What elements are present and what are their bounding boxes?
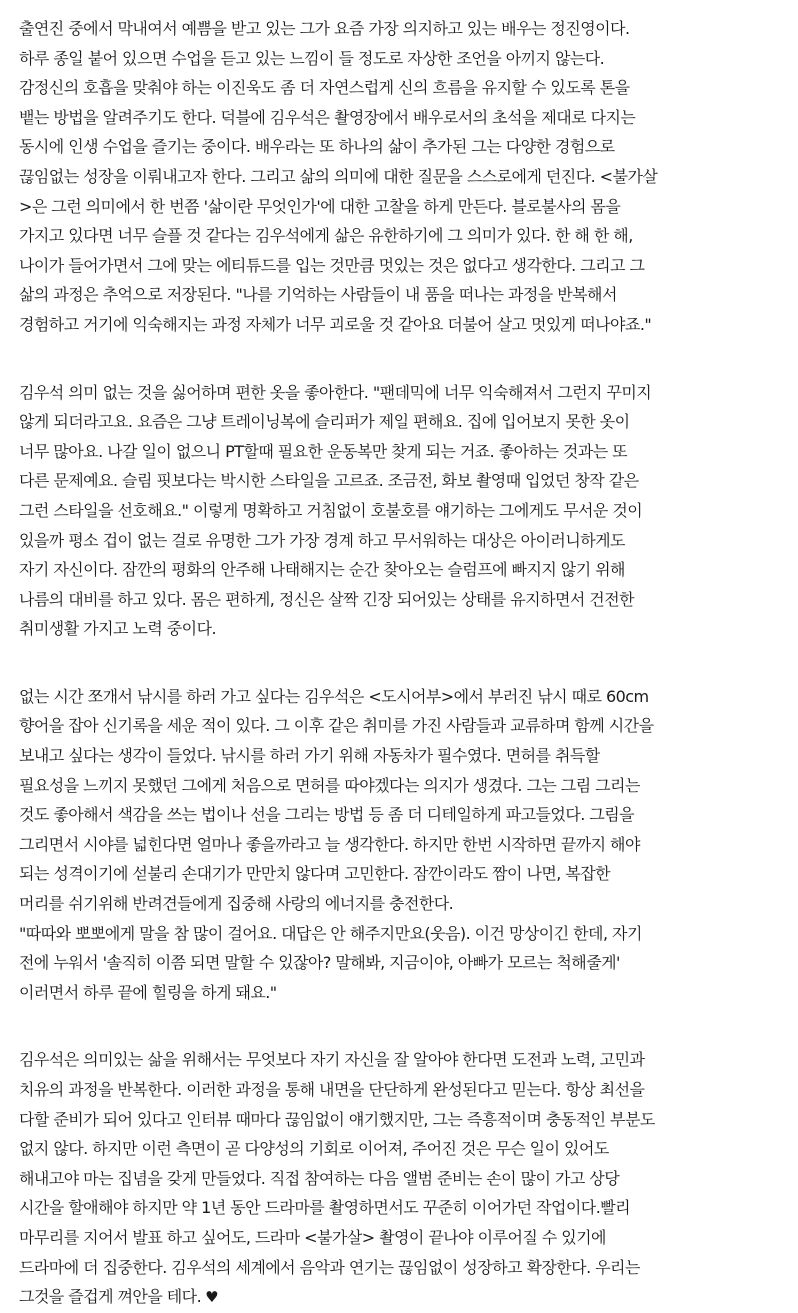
text-line: 출연진 중에서 막내여서 예쁨을 받고 있는 그가 요즘 가장 의지하고 있는 배우는 정진영이다. (19, 19, 630, 38)
text-line: 김우석은 의미있는 삶을 위해서는 무엇보다 자기 자신을 잘 알아야 한다면 도전과 노력, 고민과 (19, 1050, 645, 1070)
text-line: 취미생활 가지고 노력 중이다. (19, 619, 217, 639)
text-line: 드라마에 더 집중한다. 김우석의 세계에서 음악과 연기는 끊임없이 성장하고 확장한다. 우리는 (19, 1257, 640, 1277)
paragraph-2 (19, 378, 789, 644)
text-line: 없는 시간 쪼개서 낚시를 하러 가고 싶다는 김우석은 <도시어부>에서 부러진 낚시 때로 60cm (19, 686, 649, 706)
text-line: 그리면서 시야를 넓힌다면 얼마나 좋을까라고 늘 생각한다. 하지만 한번 시작하면 끝까지 해야 (19, 834, 640, 854)
paragraph-4 (19, 1045, 789, 1311)
text-line: 하루 종일 붙어 있으면 수업을 듣고 있는 느낌이 들 정도로 자상한 조언을 아끼지 않는다. (19, 48, 605, 68)
text-line: 그런 스타일을 선호해요." 이렇게 명확하고 거침없이 호불호를 얘기하는 그에게도 무서운 것이 (19, 500, 643, 520)
text-line: 경험하고 거기에 익숙해지는 과정 자체가 너무 괴로울 것 같아요 더불어 살고 멋있게 떠나야죠." (19, 314, 652, 334)
text-line: 너무 많아요. 나갈 일이 없으니 PT할때 필요한 운동복만 찾게 되는 거죠. 좋아하는 것과는 또 (19, 441, 628, 461)
text-line: 다할 준비가 되어 있다고 인터뷰 때마다 끊임없이 얘기했지만, 그는 즉흥적이며 충동적인 부분도 (19, 1109, 655, 1129)
text-line: 되는 성격이기에 섣불리 손대기가 만만치 않다며 고민한다. 잠깐이라도 짬이 나면, 복잡한 (19, 864, 611, 884)
text-line: 나름의 대비를 하고 있다. 몸은 편하게, 정신은 살짝 긴장 되어있는 상태를 유지하면서 건전한 (19, 589, 635, 609)
closing-line (19, 1282, 789, 1312)
text-line: 머리를 쉬기위해 반려견들에게 집중해 사랑의 에너지를 충전한다. (19, 894, 454, 914)
text-line: 것도 좋아해서 색감을 쓰는 법이나 선을 그리는 방법 등 좀 더 디테일하게 파고들었다. 그림을 (19, 805, 635, 825)
text-line: 가지고 있다면 너무 슬플 것 같다는 김우석에게 삶은 유한하기에 그 의미가 있다. 한 해 한 해, (19, 226, 633, 246)
text-line: 해내고야 마는 집념을 갖게 만들었다. 직접 참여하는 다음 앨범 준비는 손이 많이 가고 상당 (19, 1168, 620, 1188)
heart-icon: ♥ (205, 1288, 219, 1307)
text-line: 필요성을 느끼지 못했던 그에게 처음으로 면허를 따야겠다는 의지가 생겼다. 그는 그림 그리는 (19, 775, 640, 795)
text-line: 않게 되더라고요. 요즘은 그냥 트레이닝복에 슬리퍼가 제일 편해요. 집에 입어보지 못한 옷이 (19, 412, 630, 432)
text-line: 나이가 들어가면서 그에 맞는 에티튜드를 입는 것만큼 멋있는 것은 없다고 생각한다. 그리고 그 (19, 255, 645, 275)
paragraph-3 (19, 682, 789, 1008)
text-line: 감정신의 호흡을 맞춰야 하는 이진욱도 좀 더 자연스럽게 신의 흐름을 유지할 수 있도록 톤을 (19, 78, 630, 98)
text-line: 동시에 인생 수업을 즐기는 중이다. 배우라는 또 하나의 삶이 추가된 그는 다양한 경험으로 (19, 137, 615, 157)
text-line: 김우석 의미 없는 것을 싫어하며 편한 옷을 좋아한다. "팬데믹에 너무 익숙해져서 그런지 꾸미지 (19, 382, 652, 402)
quote-line: "따따와 뽀뽀에게 말을 참 많이 걸어요. 대답은 안 해주지만요(웃음). 이건 망상이긴 한데, 자기 (19, 923, 642, 943)
text-line: 시간을 할애해야 하지만 약 1년 동안 드라마를 촬영하면서도 꾸준히 이어가던 작업이다.빨리 (19, 1198, 631, 1218)
text-line: 마무리를 지어서 발표 하고 싶어도, 드라마 <불가살> 촬영이 끝나야 이루어질 수 있기에 (19, 1227, 606, 1247)
text-line: 삶의 과정은 추억으로 저장된다. "나를 기억하는 사람들이 내 품을 떠나는 과정을 반복해서 (19, 285, 617, 305)
text-line: 끊임없는 성장을 이뤄내고자 한다. 그리고 삶의 의미에 대한 질문을 스스로에게 던진다. <불가살 (19, 166, 658, 186)
quote-line: 이러면서 하루 끝에 힐링을 하게 돼요." (19, 982, 277, 1002)
text-line: >은 그런 의미에서 한 번쯤 '삶이란 무엇인가'에 대한 고찰을 하게 만든다. 블로불사의 몸을 (19, 196, 621, 216)
text-line: 있을까 평소 겁이 없는 걸로 유명한 그가 가장 경계 하고 무서워하는 대상은 아이러니하게도 (19, 530, 625, 550)
closing-text: 그것을 즐겁게 껴안을 테다. (19, 1287, 202, 1307)
text-line: 없지 않다. 하지만 이런 측면이 곧 다양성의 기회로 이어져, 주어진 것은 무슨 일이 있어도 (19, 1139, 609, 1159)
quote-line: 전에 누워서 '솔직히 이쯤 되면 말할 수 있잖아? 말해봐, 지금이야, 아빠가 모르는 척해줄게' (19, 953, 620, 973)
text-line: 자기 자신이다. 잠깐의 평화의 안주해 나태해지는 순간 찾아오는 슬럼프에 빠지지 않기 위해 (19, 560, 625, 580)
text-line: 향어을 잡아 신기록을 세운 적이 있다. 그 이후 같은 취미를 가진 사람들과 교류하며 함께 시간을 (19, 716, 654, 736)
article-body (19, 14, 789, 1312)
text-line: 치유의 과정을 반복한다. 이러한 과정을 통해 내면을 단단하게 완성된다고 믿는다. 항상 최선을 (19, 1080, 645, 1099)
paragraph-1 (19, 14, 789, 340)
text-line: 다른 문제예요. 슬림 핏보다는 박시한 스타일을 고르죠. 조금전, 화보 촬영때 입었던 창작 같은 (19, 471, 639, 491)
text-line: 뱉는 방법을 알려주기도 한다. 덕블에 김우석은 촬영장에서 배우로서의 초석을 제대로 다지는 (19, 107, 636, 127)
text-line: 보내고 싶다는 생각이 들었다. 낚시를 하러 가기 위해 자동차가 필수였다. 면허를 취득할 (19, 746, 600, 766)
